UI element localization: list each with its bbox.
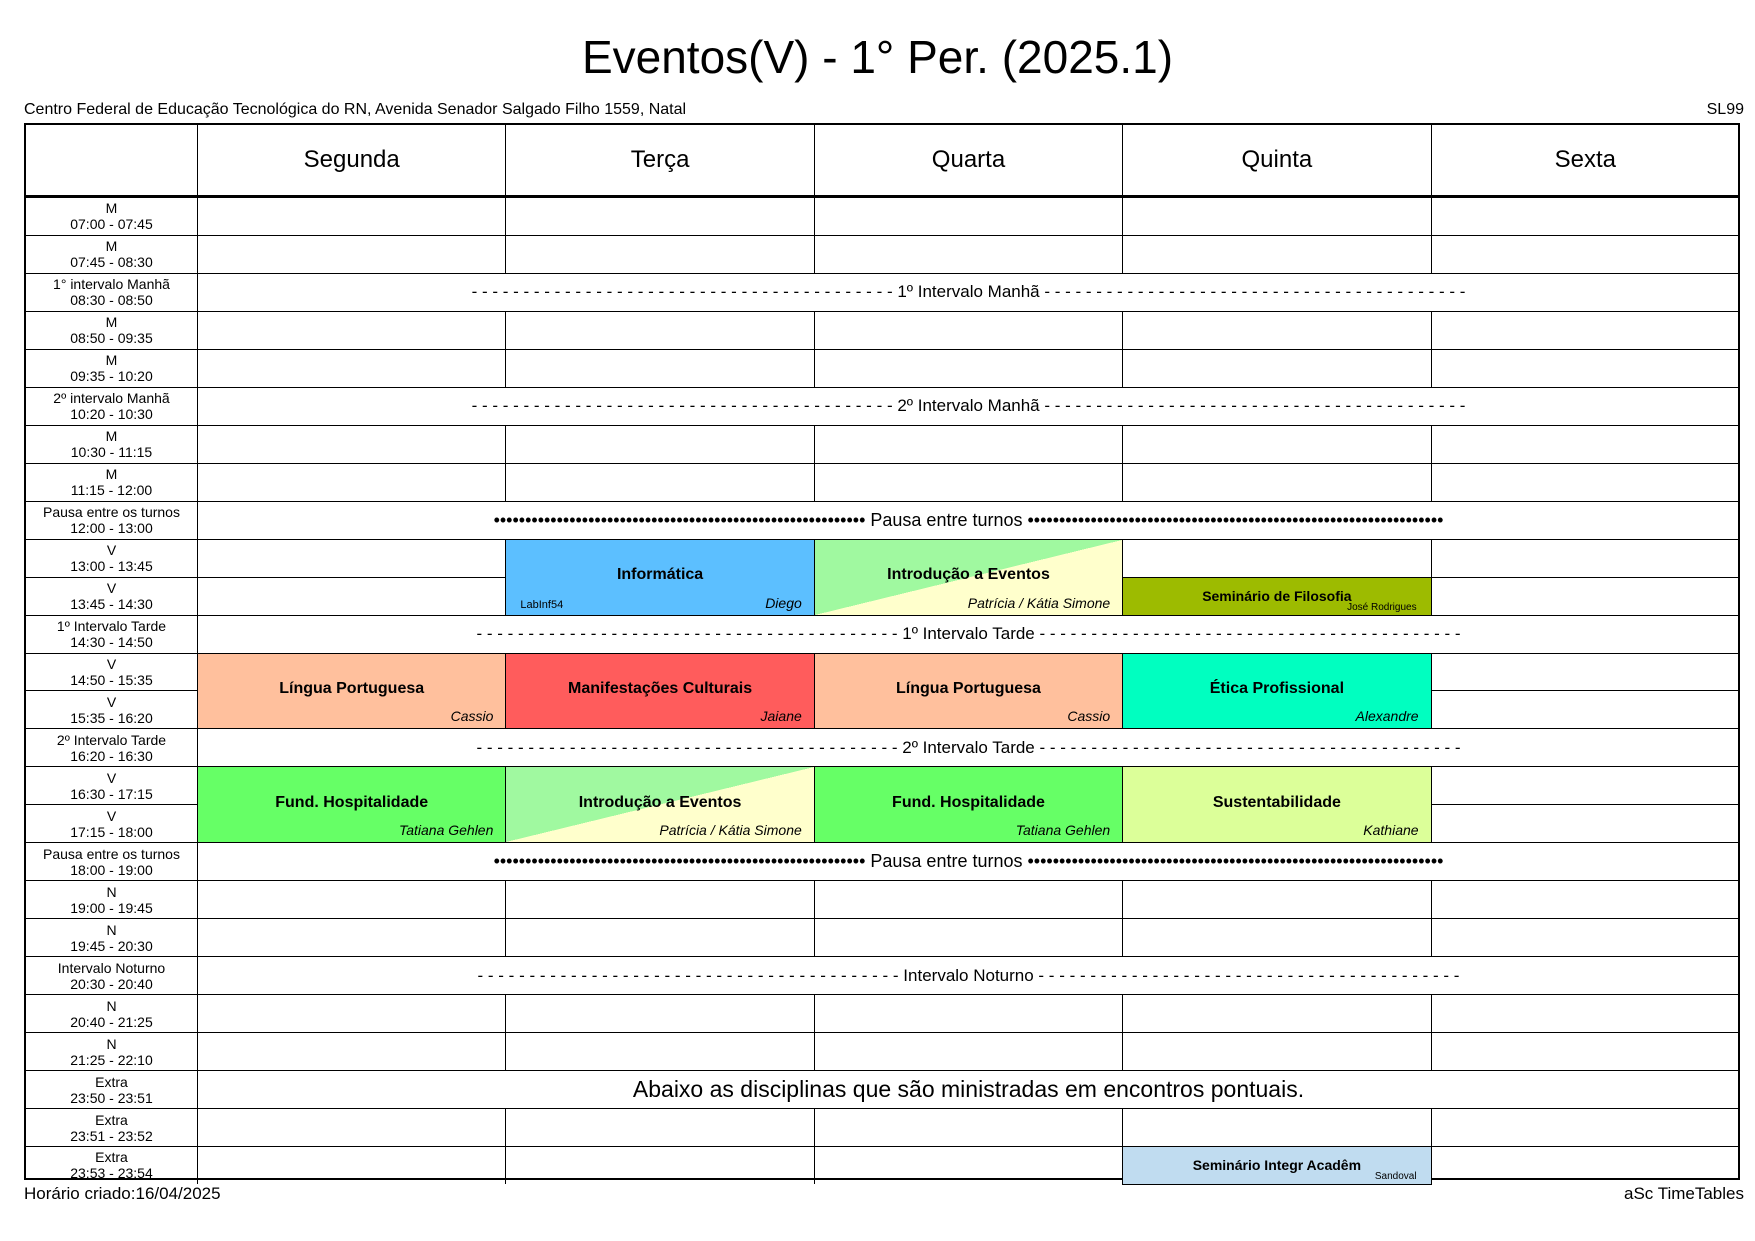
period-label: N: [106, 883, 117, 900]
break-filler-right: - - - - - - - - - - - - - - - - - - - - - - - - - - - - - - - - - - - - - - - - -: [1034, 624, 1461, 644]
subject-name: Ética Profissional: [1209, 680, 1345, 698]
period-time: 10:30 - 11:15: [70, 444, 153, 461]
empty-slot[interactable]: [197, 539, 505, 577]
period-label: Extra: [95, 1073, 128, 1090]
empty-slot[interactable]: [814, 1032, 1122, 1070]
empty-slot[interactable]: [505, 918, 813, 956]
period-time: 12:00 - 13:00: [70, 520, 153, 537]
period-time: 13:00 - 13:45: [70, 558, 153, 575]
period-label: 2º intervalo Manhã: [53, 390, 170, 407]
time-slot-cell: [26, 728, 197, 766]
period-label: M: [105, 466, 118, 483]
period-label: N: [106, 997, 117, 1014]
subject-name: Língua Portuguesa: [279, 680, 425, 698]
period-label: N: [106, 1035, 117, 1052]
period-time: 19:00 - 19:45: [70, 899, 153, 916]
teacher-name: Patrícia / Kátia Simone: [967, 594, 1111, 611]
empty-slot[interactable]: [1431, 311, 1739, 349]
period-time: 15:35 - 16:20: [70, 709, 153, 726]
time-slot-cell: [26, 994, 197, 1032]
time-slot-cell: [26, 1146, 197, 1184]
empty-slot[interactable]: [1122, 918, 1430, 956]
day-header-terça: Terça: [505, 125, 813, 197]
time-slot-cell: [26, 1108, 197, 1146]
break-row: [197, 387, 1739, 425]
institution-address: Centro Federal de Educação Tecnológica do RN, Avenida Senador Salgado Filho 1559, Natal: [24, 101, 687, 118]
empty-slot[interactable]: [814, 1146, 1122, 1184]
empty-slot[interactable]: [505, 1032, 813, 1070]
break-filler-left: - - - - - - - - - - - - - - - - - - - - - - - - - - - - - - - - - - - - - - - - -: [476, 737, 903, 757]
room-name: LabInf54: [520, 598, 564, 611]
empty-slot[interactable]: [1431, 994, 1739, 1032]
period-time: 14:30 - 14:50: [70, 634, 153, 651]
empty-slot[interactable]: [1122, 994, 1430, 1032]
empty-slot[interactable]: [1431, 880, 1739, 918]
empty-slot[interactable]: [505, 235, 813, 273]
break-filler-left: •••••••••••••••••••••••••••••••••••••••••••••••••••••••••••: [493, 851, 871, 872]
time-slot-cell: [26, 235, 197, 273]
break-row: [197, 615, 1739, 653]
empty-slot[interactable]: [1122, 1108, 1430, 1146]
period-time: 13:45 - 14:30: [70, 596, 153, 613]
period-time: 14:50 - 15:35: [70, 671, 153, 688]
empty-slot[interactable]: [1431, 349, 1739, 387]
time-slot-cell: [26, 273, 197, 311]
day-header-quinta: Quinta: [1122, 125, 1430, 197]
time-slot-cell: [26, 880, 197, 918]
time-slot-cell: [26, 653, 197, 691]
empty-slot[interactable]: [1431, 1108, 1739, 1146]
period-label: M: [105, 238, 118, 255]
empty-slot[interactable]: [1431, 577, 1739, 615]
time-slot-cell: [26, 842, 197, 880]
break-label: Intervalo Noturno: [903, 965, 1034, 985]
empty-slot[interactable]: [1122, 880, 1430, 918]
period-label: V: [106, 769, 117, 786]
subject-name: Introdução a Eventos: [578, 794, 742, 812]
break-row: [197, 501, 1739, 539]
empty-slot[interactable]: [1431, 766, 1739, 804]
empty-slot[interactable]: [197, 1032, 505, 1070]
time-slot-cell: [26, 1032, 197, 1070]
break-filler-left: - - - - - - - - - - - - - - - - - - - - - - - - - - - - - - - - - - - - - - - - -: [476, 624, 903, 644]
empty-slot[interactable]: [505, 880, 813, 918]
period-label: Extra: [95, 1111, 128, 1128]
empty-slot[interactable]: [814, 349, 1122, 387]
period-label: 1º Intervalo Tarde: [56, 618, 167, 635]
teacher-name: Tatiana Gehlen: [1015, 822, 1111, 839]
period-time: 08:30 - 08:50: [70, 292, 153, 309]
break-label: 1º Intervalo Tarde: [902, 624, 1035, 644]
empty-slot[interactable]: [1431, 197, 1739, 235]
teacher-name: Diego: [765, 594, 802, 611]
teacher-name: Alexandre: [1355, 708, 1419, 725]
break-label: Pausa entre turnos: [870, 509, 1023, 530]
empty-slot[interactable]: [814, 425, 1122, 463]
empty-slot[interactable]: [505, 311, 813, 349]
empty-slot[interactable]: [1431, 653, 1739, 691]
period-label: M: [105, 428, 118, 445]
empty-slot[interactable]: [1122, 539, 1430, 577]
break-label: 2º Intervalo Manhã: [897, 396, 1040, 416]
extra-note: Abaixo as disciplinas que são ministradas em encontros pontuais.: [197, 1070, 1739, 1108]
teacher-name: Jaiane: [760, 708, 802, 725]
break-filler-right: ••••••••••••••••••••••••••••••••••••••••••••••••••••••••••••••••••: [1022, 851, 1444, 872]
period-time: 09:35 - 10:20: [70, 368, 153, 385]
empty-slot[interactable]: [1431, 425, 1739, 463]
period-time: 18:00 - 19:00: [70, 861, 153, 878]
page-title: Eventos(V) - 1° Per. (2025.1): [581, 31, 1174, 83]
empty-slot[interactable]: [1431, 690, 1739, 728]
subject-name: Fund. Hospitalidade: [275, 794, 429, 812]
empty-slot[interactable]: [1122, 425, 1430, 463]
empty-slot[interactable]: [814, 311, 1122, 349]
teacher-name: Sandoval: [1374, 1170, 1417, 1182]
empty-slot[interactable]: [1122, 197, 1430, 235]
teacher-name: Patrícia / Kátia Simone: [659, 822, 802, 839]
empty-slot[interactable]: [1122, 235, 1430, 273]
period-label: Extra: [95, 1149, 128, 1166]
break-filler-right: ••••••••••••••••••••••••••••••••••••••••••••••••••••••••••••••••••: [1022, 509, 1444, 530]
break-filler-left: •••••••••••••••••••••••••••••••••••••••••••••••••••••••••••: [493, 509, 871, 530]
created-date: Horário criado:16/04/2025: [24, 1184, 221, 1203]
break-filler-left: - - - - - - - - - - - - - - - - - - - - - - - - - - - - - - - - - - - - - - - - -: [471, 396, 898, 416]
subject-name: Seminário Integr Acadêm: [1192, 1157, 1362, 1174]
class-block[interactable]: [505, 653, 814, 730]
timetable-grid: [24, 123, 1740, 1180]
empty-slot[interactable]: [814, 197, 1122, 235]
time-slot-cell: [26, 766, 197, 804]
period-time: 17:15 - 18:00: [70, 823, 153, 840]
period-label: N: [106, 921, 117, 938]
empty-slot[interactable]: [1122, 311, 1430, 349]
brand-label: aSc TimeTables: [1624, 1184, 1744, 1203]
period-time: 23:53 - 23:54: [70, 1165, 153, 1182]
time-slot-cell: [26, 425, 197, 463]
day-header-sexta: Sexta: [1431, 125, 1739, 197]
empty-slot[interactable]: [505, 425, 813, 463]
period-time: 07:45 - 08:30: [70, 254, 153, 271]
period-label: M: [105, 352, 118, 369]
class-block[interactable]: [1122, 766, 1431, 843]
time-slot-cell: [26, 197, 197, 235]
class-block[interactable]: [814, 539, 1123, 616]
period-label: V: [106, 542, 117, 559]
period-time: 21:25 - 22:10: [70, 1051, 153, 1068]
empty-slot[interactable]: [197, 463, 505, 501]
period-time: 23:51 - 23:52: [70, 1127, 153, 1144]
class-block[interactable]: [1122, 653, 1431, 730]
empty-slot[interactable]: [1122, 463, 1430, 501]
break-filler-left: - - - - - - - - - - - - - - - - - - - - - - - - - - - - - - - - - - - - - - - - -: [477, 965, 904, 985]
teacher-name: Tatiana Gehlen: [398, 822, 494, 839]
empty-slot[interactable]: [1431, 235, 1739, 273]
period-time: 11:15 - 12:00: [70, 482, 153, 499]
break-row: [197, 842, 1739, 880]
period-time: 20:40 - 21:25: [70, 1013, 153, 1030]
empty-slot[interactable]: [197, 1146, 505, 1184]
empty-slot[interactable]: [505, 197, 813, 235]
period-time: 16:30 - 17:15: [70, 785, 153, 802]
empty-slot[interactable]: [197, 880, 505, 918]
class-block[interactable]: [1122, 577, 1431, 616]
time-slot-cell: [26, 690, 197, 728]
break-label: 2º Intervalo Tarde: [902, 737, 1035, 757]
break-filler-right: - - - - - - - - - - - - - - - - - - - - - - - - - - - - - - - - - - - - - - - - -: [1033, 965, 1460, 985]
period-label: M: [105, 200, 118, 217]
break-label: 1º Intervalo Manhã: [897, 282, 1040, 302]
empty-slot[interactable]: [197, 425, 505, 463]
period-label: V: [106, 580, 117, 597]
teacher-name: Cassio: [1067, 708, 1111, 725]
corner-cell: [26, 125, 197, 197]
break-row: [197, 728, 1739, 766]
break-filler-right: - - - - - - - - - - - - - - - - - - - - - - - - - - - - - - - - - - - - - - - - -: [1034, 737, 1461, 757]
empty-slot[interactable]: [1431, 1032, 1739, 1070]
teacher-name: Cassio: [450, 708, 494, 725]
class-block[interactable]: [505, 539, 814, 616]
empty-slot[interactable]: [197, 577, 505, 615]
period-label: 2º Intervalo Tarde: [56, 731, 167, 748]
empty-slot[interactable]: [1122, 349, 1430, 387]
empty-slot[interactable]: [197, 197, 505, 235]
empty-slot[interactable]: [197, 349, 505, 387]
empty-slot[interactable]: [197, 311, 505, 349]
empty-slot[interactable]: [197, 1108, 505, 1146]
day-header-segunda: Segunda: [197, 125, 505, 197]
period-time: 16:20 - 16:30: [70, 747, 153, 764]
period-time: 07:00 - 07:45: [70, 216, 153, 233]
empty-slot[interactable]: [1431, 1146, 1739, 1184]
period-time: 23:50 - 23:51: [70, 1089, 153, 1106]
empty-slot[interactable]: [814, 918, 1122, 956]
period-label: 1° intervalo Manhã: [53, 276, 170, 293]
empty-slot[interactable]: [814, 463, 1122, 501]
break-filler-right: - - - - - - - - - - - - - - - - - - - - - - - - - - - - - - - - - - - - - - - - -: [1039, 282, 1466, 302]
room-code: SL99: [1706, 101, 1744, 118]
empty-slot[interactable]: [1431, 918, 1739, 956]
period-label: M: [105, 314, 118, 331]
empty-slot[interactable]: [1431, 463, 1739, 501]
class-block[interactable]: [814, 766, 1123, 843]
period-time: 08:50 - 09:35: [70, 330, 153, 347]
period-label: Pausa entre os turnos: [43, 845, 180, 862]
empty-slot[interactable]: [814, 1108, 1122, 1146]
period-time: 20:30 - 20:40: [70, 975, 153, 992]
empty-slot[interactable]: [1431, 804, 1739, 842]
subject-name: Manifestações Culturais: [568, 680, 753, 698]
period-label: V: [106, 693, 117, 710]
empty-slot[interactable]: [505, 1108, 813, 1146]
empty-slot[interactable]: [814, 235, 1122, 273]
time-slot-cell: [26, 577, 197, 615]
subject-name: Informática: [616, 566, 704, 584]
subject-name: Língua Portuguesa: [896, 680, 1041, 698]
empty-slot[interactable]: [1431, 539, 1739, 577]
period-label: Intervalo Noturno: [57, 959, 166, 976]
time-slot-cell: [26, 804, 197, 842]
time-slot-cell: [26, 1070, 197, 1108]
period-time: 19:45 - 20:30: [70, 937, 153, 954]
time-slot-cell: [26, 387, 197, 425]
period-label: Pausa entre os turnos: [43, 504, 180, 521]
empty-slot[interactable]: [505, 349, 813, 387]
break-row: [197, 273, 1739, 311]
time-slot-cell: [26, 463, 197, 501]
empty-slot[interactable]: [197, 918, 505, 956]
break-filler-right: - - - - - - - - - - - - - - - - - - - - - - - - - - - - - - - - - - - - - - - - -: [1039, 396, 1466, 416]
class-block[interactable]: [1122, 1146, 1431, 1185]
time-slot-cell: [26, 349, 197, 387]
subject-name: Seminário de Filosofia: [1202, 588, 1352, 605]
empty-slot[interactable]: [505, 463, 813, 501]
period-label: V: [106, 807, 117, 824]
subject-name: Sustentabilidade: [1212, 794, 1341, 812]
teacher-name: Kathiane: [1363, 822, 1419, 839]
class-block[interactable]: [197, 766, 506, 843]
empty-slot[interactable]: [197, 235, 505, 273]
break-filler-left: - - - - - - - - - - - - - - - - - - - - - - - - - - - - - - - - - - - - - - - - -: [471, 282, 898, 302]
empty-slot[interactable]: [814, 994, 1122, 1032]
class-block[interactable]: [814, 653, 1123, 730]
teacher-name: José Rodrigues: [1347, 601, 1417, 613]
class-block[interactable]: [197, 653, 506, 730]
day-header-quarta: Quarta: [814, 125, 1122, 197]
subject-name: Introdução a Eventos: [887, 566, 1050, 584]
empty-slot[interactable]: [1122, 1032, 1430, 1070]
time-slot-cell: [26, 311, 197, 349]
break-label: Pausa entre turnos: [870, 851, 1023, 872]
break-row: [197, 956, 1739, 994]
empty-slot[interactable]: [505, 1146, 813, 1184]
time-slot-cell: [26, 918, 197, 956]
empty-slot[interactable]: [197, 994, 505, 1032]
period-label: V: [106, 655, 117, 672]
period-time: 10:20 - 10:30: [70, 406, 153, 423]
time-slot-cell: [26, 539, 197, 577]
class-block[interactable]: [505, 766, 814, 843]
time-slot-cell: [26, 501, 197, 539]
subject-name: Fund. Hospitalidade: [892, 794, 1045, 812]
empty-slot[interactable]: [505, 994, 813, 1032]
time-slot-cell: [26, 615, 197, 653]
time-slot-cell: [26, 956, 197, 994]
empty-slot[interactable]: [814, 880, 1122, 918]
